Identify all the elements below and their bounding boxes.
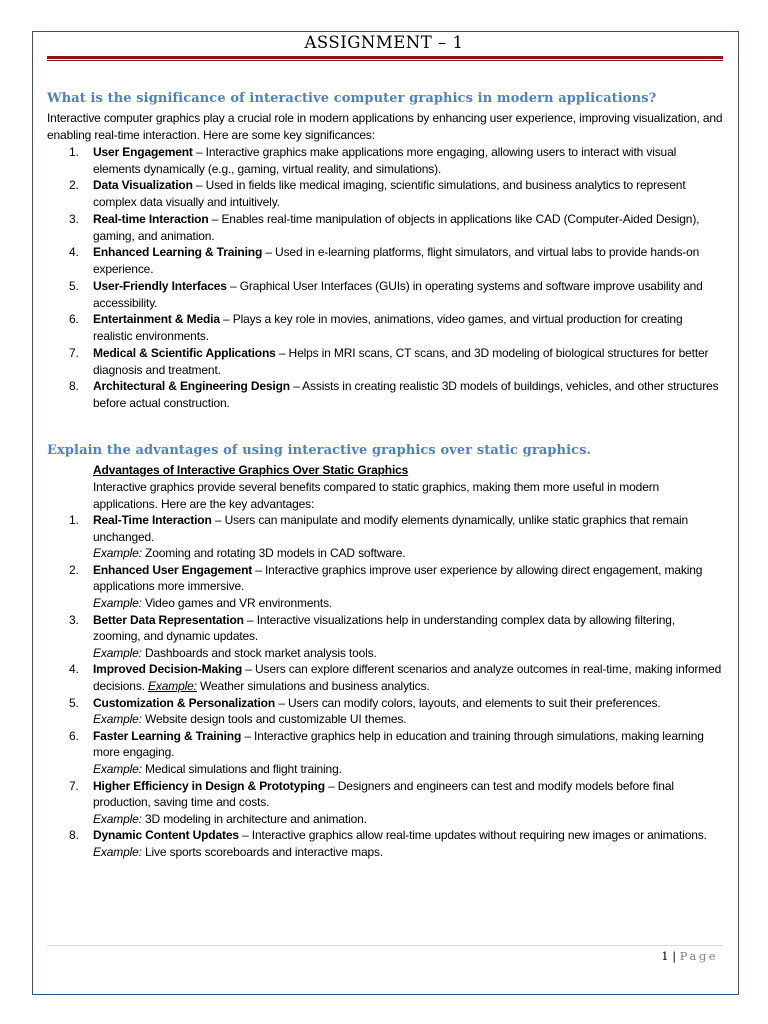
list-item [47,278,723,311]
list-item-desc: – Assists in creating realistic 3D models of buildings, vehicles, and other structures before actual construction. [93,379,719,410]
list-item-term: Faster Learning & Training [93,728,242,743]
example-label: Example: [93,595,142,610]
example-text: Medical simulations and flight training. [141,761,342,776]
list-item-number: 4. [69,245,79,260]
list-item [47,827,723,860]
list-item-term: Real-Time Interaction [93,513,212,527]
list-item-desc: – Interactive visualizations help in understanding complex data by allowing filtering, zooming, and dynamic updates. [93,612,676,644]
list-item [47,345,723,378]
example-label: Example: [148,678,197,693]
list-item-desc: – Interactive graphics make applications more engaging, allowing users to interact with visual elements dynamically (e.g., gaming, virtual reality, and simulations). [93,145,677,176]
list-item-number: 3. [69,612,79,627]
title-rule-thick [47,56,723,59]
list-item-desc: – Interactive graphics allow real-time updates without requiring new images or animations. [238,828,707,843]
example-text: Website design tools and customizable UI themes. [141,712,407,727]
list-item-desc: – Plays a key role in movies, animations, video games, and virtual production for creating realistic environments. [93,312,683,344]
list-item-desc: – Helps in MRI scans, CT scans, and 3D modeling of biological structures for better diagnosis and treatment. [93,345,709,377]
list-item-term: Dynamic Content Updates [93,828,239,843]
list-item-term: Customization & Personalization [93,695,276,710]
advantages-list [47,512,723,860]
list-item-desc: – Graphical User Interfaces (GUIs) in operating systems and software improve usability and accessibility. [93,278,703,310]
footer-separator: | [668,949,680,963]
list-item [47,378,723,411]
significance-list [47,144,723,412]
list-item-number: 3. [69,211,79,226]
list-item-term: Architectural & Engineering Design [93,379,290,394]
example-label: Example: [93,546,142,561]
list-item-desc: – Used in fields like medical imaging, scientific simulations, and business analytics to represent complex data visually and intuitively. [93,178,686,210]
page-footer [661,949,718,963]
example-text: 3D modeling in architecture and animation. [141,811,367,826]
section2-subtitle: Advantages of Interactive Graphics Over Static Graphics [93,463,409,477]
list-item-number: 5. [69,695,79,710]
list-item [47,562,723,612]
title-rule-thin [47,60,723,61]
list-item-number: 1. [69,145,79,159]
list-item-term: Entertainment & Media [93,312,220,327]
section2-intro: Interactive graphics provide several benefits compared to static graphics, making them more useful in modern applications. Here are the key advantages: [93,480,660,511]
list-item-number: 2. [69,562,79,577]
list-item-number: 6. [69,312,79,327]
list-item-desc: – Interactive graphics improve user experience by allowing direct engagement, making applications more immersive. [93,562,703,594]
page-number: 1 [661,949,669,963]
list-item-term: User Engagement [93,145,193,159]
list-item [47,144,723,177]
list-item-desc: – Users can explore different scenarios and analyze outcomes in real-time, making informed decisions. [93,662,722,693]
page-label: Page [679,949,718,963]
list-item-number: 1. [69,513,79,527]
list-item-number: 8. [69,379,79,394]
list-item-number: 7. [69,778,79,793]
list-item [47,612,723,662]
list-item-number: 6. [69,728,79,743]
list-item [47,211,723,244]
list-item-desc: – Interactive graphics help in education and training through simulations, making learning more engaging. [93,728,704,760]
list-item-term: Higher Efficiency in Design & Prototyping [93,778,325,793]
list-item [47,778,723,828]
example-label: Example: [93,645,142,660]
section1-intro: Interactive computer graphics play a crucial role in modern applications by enhancing user experience, improving visualization, and enabling real-time interaction. Here are some key significances: [47,111,723,142]
example-label: Example: [93,761,142,776]
example-text: Weather simulations and business analytics. [196,678,430,693]
example-text: Live sports scoreboards and interactive maps. [141,844,384,859]
list-item-term: Medical & Scientific Applications [93,345,276,360]
list-item-number: 4. [69,662,79,677]
example-text: Video games and VR environments. [141,595,333,610]
list-item-term: Enhanced Learning & Training [93,245,263,260]
list-item [47,695,723,728]
example-label: Example: [93,712,142,727]
list-item-number: 7. [69,345,79,360]
section2-heading: Explain the advantages of using interactive graphics over static graphics. [47,443,592,458]
list-item [47,244,723,277]
list-item-term: Improved Decision-Making [93,662,243,677]
list-item [47,177,723,210]
list-item-term: User-Friendly Interfaces [93,278,227,293]
list-item [47,311,723,344]
example-label: Example: [93,844,142,859]
list-item-number: 2. [69,178,79,193]
document-title: ASSIGNMENT – 1 [304,33,464,52]
list-item-desc: – Enables real-time manipulation of objects in applications like CAD (Computer-Aided Design), gaming, and animation. [93,211,700,243]
list-item-desc: – Designers and engineers can test and modify models before final production, saving time and costs. [93,778,674,810]
list-item-number: 5. [69,278,79,293]
list-item-number: 8. [69,828,79,843]
example-label: Example: [93,811,142,826]
example-text: Dashboards and stock market analysis tools. [141,645,377,660]
list-item-term: Better Data Representation [93,612,244,627]
list-item-desc: – Used in e-learning platforms, flight simulators, and virtual labs to provide hands-on experience. [93,245,700,277]
list-item-term: Data Visualization [93,178,193,193]
section1-heading: What is the significance of interactive computer graphics in modern applications? [47,91,657,106]
list-item [47,661,723,694]
list-item-desc: – Users can modify colors, layouts, and elements to suit their preferences. [275,695,661,710]
list-item [47,512,723,562]
list-item-desc: – Users can manipulate and modify elements dynamically, unlike static graphics that remain unchanged. [93,513,689,544]
example-text: Zooming and rotating 3D models in CAD software. [141,546,406,561]
list-item-term: Real-time Interaction [93,211,209,226]
footer-rule [47,945,723,946]
list-item [47,728,723,778]
list-item-term: Enhanced User Engagement [93,562,253,577]
